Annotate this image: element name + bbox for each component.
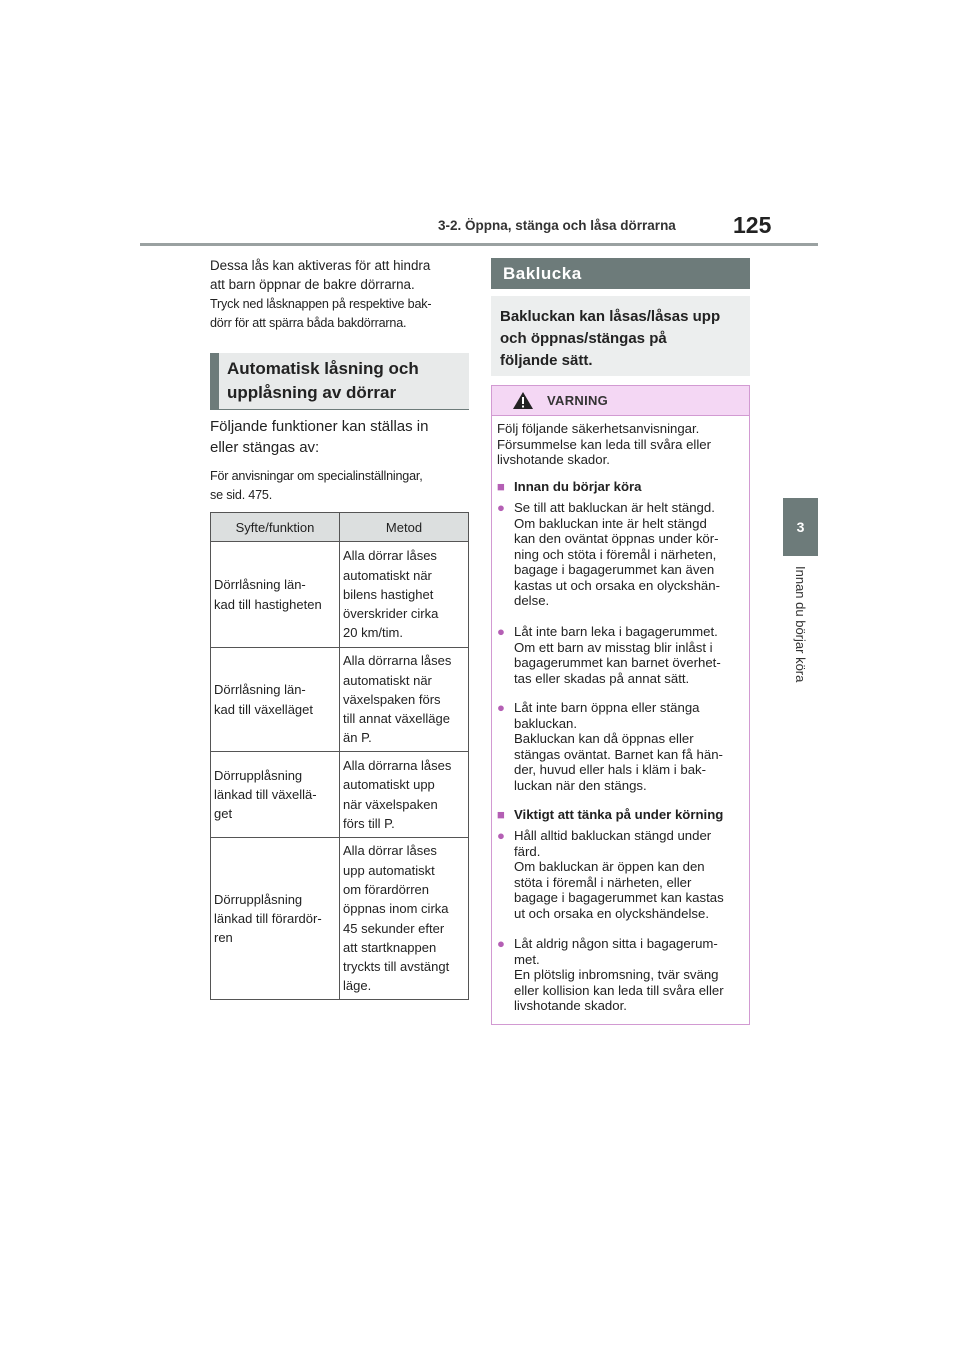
table-row <box>211 752 469 838</box>
circle-bullet-icon: ● <box>497 500 505 515</box>
heading-accent-bar <box>210 353 219 409</box>
table-cell-method: Alla dörrarna låses automatiskt upp när växelspaken förs till P. <box>340 752 469 838</box>
circle-bullet-icon: ● <box>497 624 505 639</box>
warning-label: VARNING <box>547 393 609 408</box>
circle-bullet-icon: ● <box>497 936 505 951</box>
warning-intro: Följ följande säkerhetsanvisningar. Försummelse kan leda till svåra eller livshotande skador. <box>497 421 712 467</box>
table-cell-function: Dörrupplåsning länkad till förardör- ren <box>211 838 340 1000</box>
warning-group-title: ■ Viktigt att tänka på under körning <box>497 807 724 822</box>
baklucka-heading: Baklucka <box>491 258 750 289</box>
baklucka-subheading: Bakluckan kan låsas/låsas upp och öppnas/stängas på följande sätt. <box>500 308 721 369</box>
warning-item: ● Håll alltid bakluckan stängd under färd. Om bakluckan är öppen kan den stöta i föremål i närheten, eller bagage i bagagerummet kan kastas ut och orsaka en olyckshändelse. <box>497 828 724 921</box>
table-row <box>211 838 469 1000</box>
circle-bullet-icon: ● <box>497 828 505 843</box>
table-cell-method: Alla dörrarna låses automatiskt när växelspaken förs till annat växelläge än P. <box>340 648 469 752</box>
warning-item: ● Låt inte barn öppna eller stänga bakluckan. Bakluckan kan då öppnas eller stängas oväntat. Barnet kan få hän- der, huvud eller hals i kläm i bak- luckan när den stängs. <box>497 700 723 793</box>
table-cell-function: Dörrlåsning län- kad till växelläget <box>211 648 340 752</box>
baklucka-subheading-box <box>491 296 750 376</box>
table-header-row <box>211 513 469 542</box>
table-cell-method: Alla dörrar låses automatiskt när bilens hastighet överskrider cirka 20 km/tim. <box>340 542 469 648</box>
header-rule <box>140 243 818 246</box>
warning-triangle-icon <box>512 391 534 410</box>
body-paragraph-2: För anvisningar om specialinställningar, se sid. 475. <box>210 469 423 502</box>
table-cell-function: Dörrupplåsning länkad till växellä- get <box>211 752 340 838</box>
section-heading: Automatisk låsning och upplåsning av dörrar <box>227 359 419 402</box>
warning-box <box>491 385 750 1025</box>
settings-table <box>210 512 469 1000</box>
table-cell-function: Dörrlåsning län- kad till hastigheten <box>211 542 340 648</box>
table-cell-method: Alla dörrar låses upp automatiskt om förardörren öppnas inom cirka 45 sekunder efter att startknappen tryckts till avstängt läge. <box>340 838 469 1000</box>
table-row <box>211 542 469 648</box>
square-bullet-icon: ■ <box>497 807 505 822</box>
body-paragraph-1: Följande funktioner kan ställas in eller stängas av: <box>210 418 429 456</box>
chapter-number: 3 <box>796 519 805 535</box>
column-header-function: Syfte/funktion <box>211 513 340 542</box>
section-heading-box <box>210 353 469 410</box>
chapter-label: Innan du börjar köra <box>793 566 808 683</box>
square-bullet-icon: ■ <box>497 479 505 494</box>
chapter-label-box <box>783 566 818 746</box>
chapter-tab <box>783 498 818 556</box>
warning-header <box>492 386 749 416</box>
intro-paragraph-1: Dessa lås kan aktiveras för att hindra att barn öppnar de bakre dörrarna. <box>210 258 431 292</box>
table-row <box>211 648 469 752</box>
circle-bullet-icon: ● <box>497 700 505 715</box>
warning-item: ● Låt aldrig någon sitta i bagagerum- met. En plötslig inbromsning, tvär sväng eller kollision kan leda till svåra eller livshotande skador. <box>497 936 724 1013</box>
column-header-method: Metod <box>340 513 469 542</box>
warning-item: ● Se till att bakluckan är helt stängd. Om bakluckan inte är helt stängd kan den oväntat öppnas under kör- ning och stöta i föremål i närheten, bagage i bagagerummet kan även kastas ut och orsaka en olyckshän- delse. <box>497 500 720 608</box>
warning-group-title: ■ Innan du börjar köra <box>497 479 642 494</box>
section-title: 3-2. Öppna, stänga och låsa dörrarna <box>438 218 676 233</box>
warning-item: ● Låt inte barn leka i bagagerummet. Om ett barn av misstag blir inlåst i bagagerummet kan barnet överhet- tas eller skadas på annat sätt. <box>497 624 721 686</box>
intro-paragraph-2: Tryck ned låsknappen på respektive bak- dörr för att spärra båda bakdörrarna. <box>210 297 432 330</box>
page-number: 125 <box>733 212 772 238</box>
